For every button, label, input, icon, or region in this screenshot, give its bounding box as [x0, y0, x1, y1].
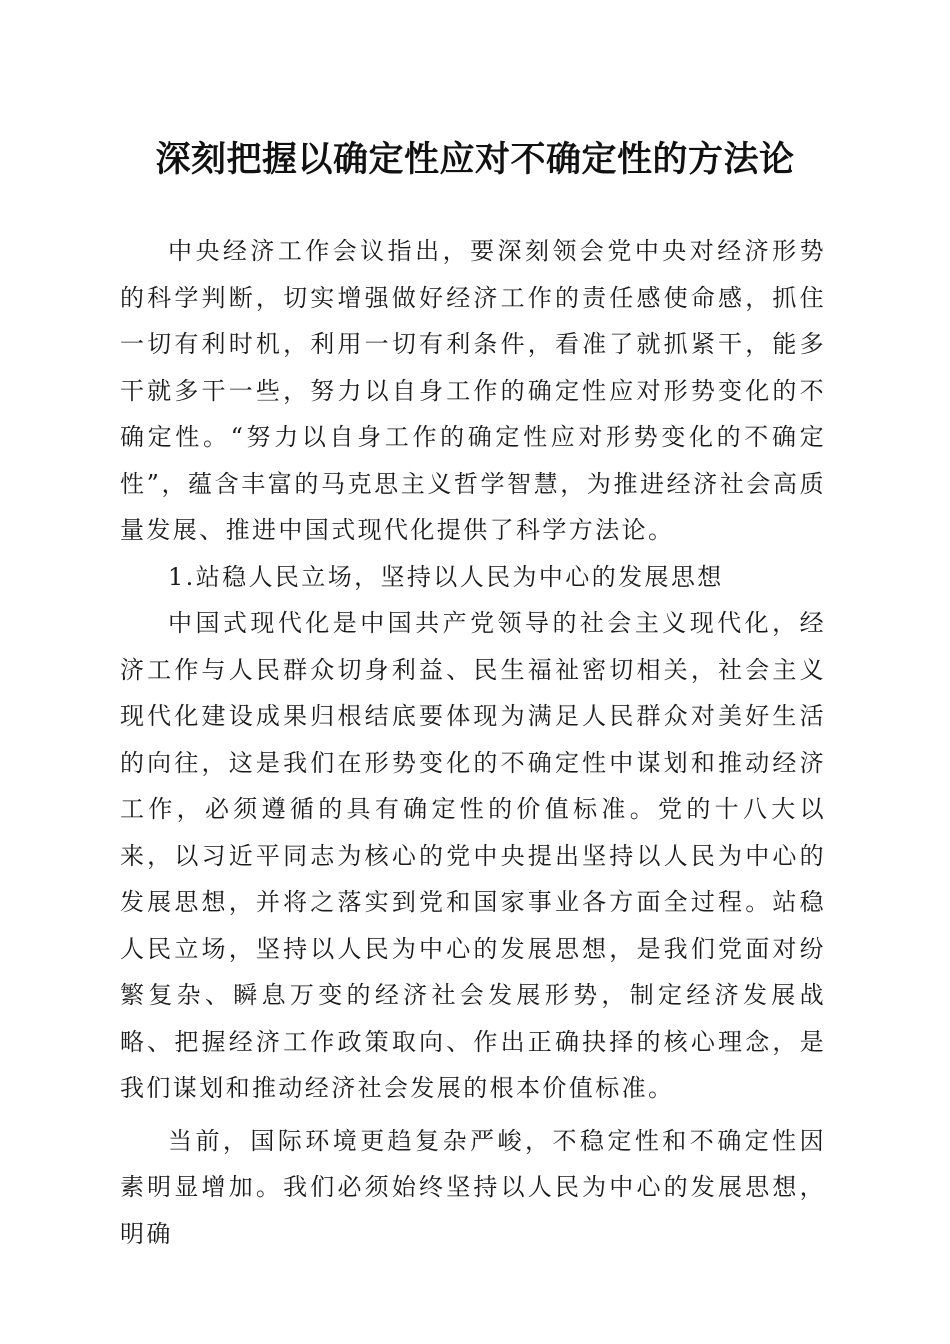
paragraph-section-1: 中国式现代化是中国共产党领导的社会主义现代化，经济工作与人民群众切身利益、民生福祉密切相关，社会主义现代化建设成果归根结底要体现为满足人民群众对美好生活的向往，这是我们在形势变化的不确定性中谋划和推动经济工作，必须遵循的具有确定性的价值标准。党的十八大以来，以习近平同志为核心的党中央提出坚持以人民为中心的发展思想，并将之落实到党和国家事业各方面全过程。站稳人民立场，坚持以人民为中心的发展思想，是我们党面对纷繁复杂、瞬息万变的经济社会发展形势，制定经济发展战略、把握经济工作政策取向、作出正确抉择的核心理念，是我们谋划和推动经济社会发展的根本价值标准。	[120, 609, 826, 1102]
paragraph-intro: 中央经济工作会议指出，要深刻领会党中央对经济形势的科学判断，切实增强做好经济工作的责任感使命感，抓住一切有利时机，利用一切有利条件，看准了就抓紧干，能多干就多干一些，努力以自身工作的确定性应对形势变化的不确定性。“努力以自身工作的确定性应对形势变化的不确定性”，蕴含丰富的马克思主义哲学智慧，为推进经济社会高质量发展、推进中国式现代化提供了科学方法论。	[120, 237, 826, 544]
paragraph-current-situation: 当前，国际环境更趋复杂严峻，不稳定性和不确定性因素明显增加。我们必须始终坚持以人民为中心的发展思想，明确	[120, 1126, 826, 1248]
document-body	[120, 228, 826, 1257]
section-heading-1: 1.站稳人民立场，坚持以人民为中心的发展思想	[168, 562, 724, 591]
document-title: 深刻把握以确定性应对不确定性的方法论	[155, 139, 795, 180]
